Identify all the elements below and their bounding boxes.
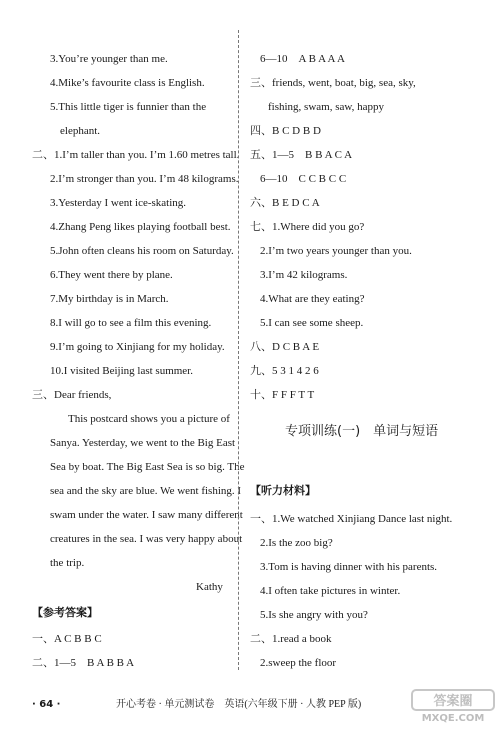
text-line: 5.I can see some sheep. xyxy=(260,317,364,329)
section-line: 二、1.I’m taller than you. I’m 1.60 metres tall. xyxy=(32,149,240,161)
text-line: This postcard shows you a picture of xyxy=(68,413,230,425)
text-line: 4.Zhang Peng likes playing football best. xyxy=(50,221,231,233)
watermark-title: 答案圈 xyxy=(433,694,473,709)
text-line: 6—10 C C B C C xyxy=(260,173,347,185)
text-line: 5.John often cleans his room on Saturday. xyxy=(50,245,234,257)
watermark-logo xyxy=(410,688,496,724)
section-line: 一、1.We watched Xinjiang Dance last night. xyxy=(250,513,453,525)
text-line: 2.I’m two years younger than you. xyxy=(260,245,412,257)
section-line: 二、1.read a book xyxy=(250,633,332,645)
text-line: 4.I often take pictures in winter. xyxy=(260,585,401,597)
text-line: 3.Tom is having dinner with his parents. xyxy=(260,561,438,573)
column-divider xyxy=(238,30,239,670)
section-line: 十、F F F T T xyxy=(250,389,315,401)
section-line: 三、Dear friends, xyxy=(32,389,112,401)
text-line: 3.Yesterday I went ice-skating. xyxy=(50,197,187,209)
text-line: 10.I visited Beijing last summer. xyxy=(50,365,193,377)
signature-line: Kathy xyxy=(196,581,223,593)
text-line: 9.I’m going to Xinjiang for my holiday. xyxy=(50,341,225,353)
text-line: 5.This little tiger is funnier than the xyxy=(50,101,207,113)
section-line: 二、1—5 B A B B A xyxy=(32,657,135,669)
text-line: Sanya. Yesterday, we went to the Big East xyxy=(50,437,236,449)
text-line: creatures in the sea. I was very happy about xyxy=(50,533,243,545)
page-number: · 64 · xyxy=(32,699,61,710)
section-heading: 【参考答案】 xyxy=(32,606,98,619)
text-line: 3.You’re younger than me. xyxy=(50,53,168,65)
section-line: 七、1.Where did you go? xyxy=(250,221,365,233)
text-line: 6—10 A B A A A xyxy=(260,53,345,65)
section-line: 五、1—5 B B A C A xyxy=(250,149,353,161)
text-line: swam under the water. I saw many different xyxy=(50,509,243,521)
section-heading: 【听力材料】 xyxy=(250,484,316,497)
book-info: 开心考卷 · 单元测试卷 英语(六年级下册 · 人教 PEP 版) xyxy=(116,699,362,710)
text-line: fishing, swam, saw, happy xyxy=(268,101,384,113)
text-line: 2.I’m stronger than you. I’m 48 kilograms. xyxy=(50,173,239,185)
text-line: 3.I’m 42 kilograms. xyxy=(260,269,348,281)
text-line: 2.sweep the floor xyxy=(260,657,337,669)
text-line: 8.I will go to see a film this evening. xyxy=(50,317,212,329)
section-line: 六、B E D C A xyxy=(250,197,320,209)
section-line: 九、5 3 1 4 2 6 xyxy=(250,365,319,377)
text-line: Sea by boat. The Big East Sea is so big. The xyxy=(50,461,245,473)
text-line: 2.Is the zoo big? xyxy=(260,537,333,549)
text-line: 4.Mike’s favourite class is English. xyxy=(50,77,205,89)
text-line: elephant. xyxy=(60,125,101,137)
section-line: 四、B C D B D xyxy=(250,125,321,137)
text-line: 4.What are they eating? xyxy=(260,293,365,305)
watermark-url: MXQE.COM xyxy=(421,713,485,724)
text-line: 5.Is she angry with you? xyxy=(260,609,368,621)
text-line: 6.They went there by plane. xyxy=(50,269,173,281)
section-line: 八、D C B A E xyxy=(250,341,320,353)
text-line: the trip. xyxy=(50,557,85,569)
text-line: sea and the sky are blue. We went fishing. I xyxy=(50,485,242,497)
text-line: 7.My birthday is in March. xyxy=(50,293,169,305)
section-line: 三、friends, went, boat, big, sea, sky, xyxy=(250,77,416,89)
section-line: 一、A C B B C xyxy=(32,633,102,645)
section-title: 专项训练(一) 单词与短语 xyxy=(285,424,439,439)
